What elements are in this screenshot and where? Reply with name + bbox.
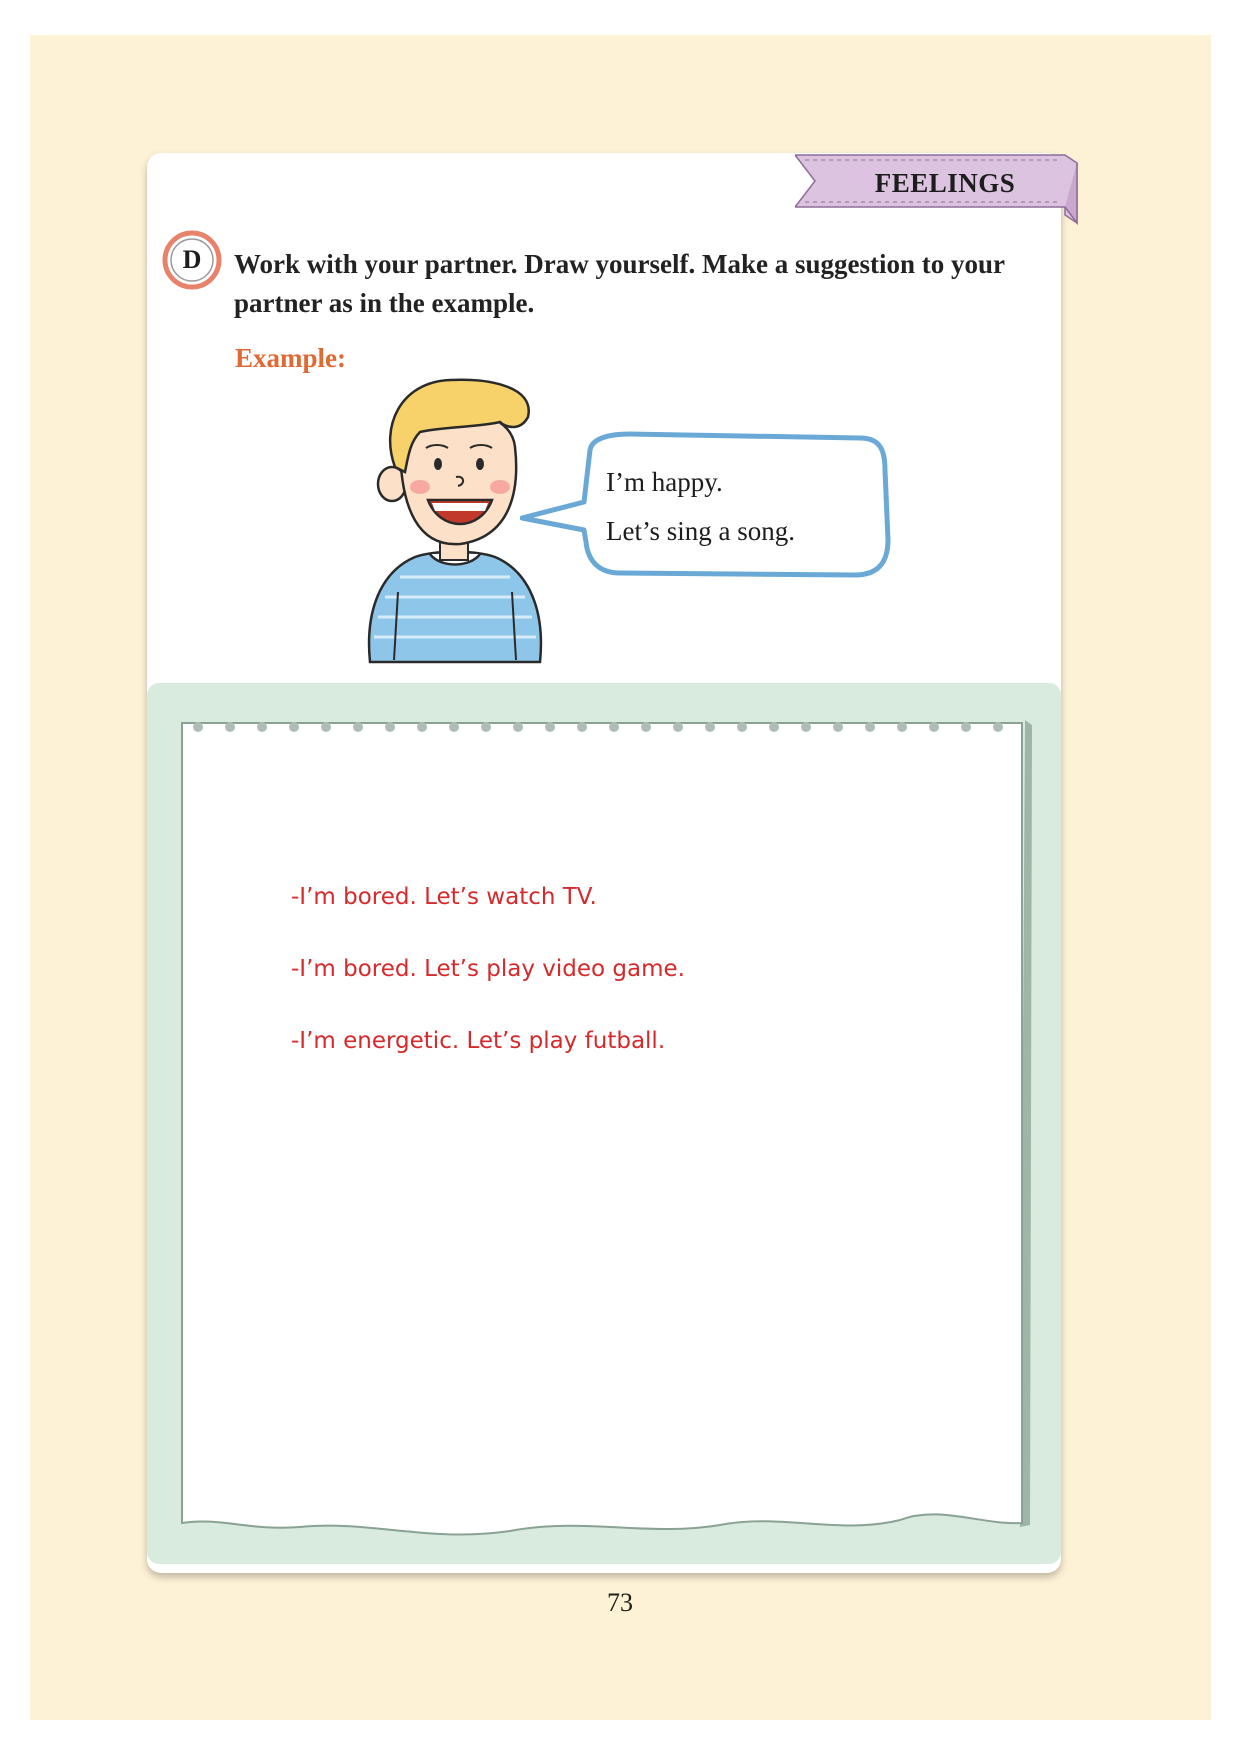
answer-line-1: -I’m bored. Let’s watch TV. (291, 884, 597, 910)
bubble-line-1: I’m happy. (606, 467, 723, 497)
activity-instruction: Work with your partner. Draw yourself. Make a suggestion to your partner as in the example. (234, 249, 1005, 318)
activity-letter: D (182, 245, 202, 274)
answer-list (291, 882, 685, 1098)
bubble-line-2: Let’s sing a song. (606, 516, 795, 546)
answer-line-3: -I’m energetic. Let’s play futball. (291, 1028, 666, 1054)
page-number: 73 (607, 1588, 633, 1617)
torn-notebook-paper (180, 705, 1040, 1545)
example-label: Example: (235, 343, 346, 373)
speech-bubble (520, 430, 895, 585)
answer-line-2: -I’m bored. Let’s play video game. (291, 956, 685, 982)
section-tag: FEELINGS (874, 168, 1016, 198)
